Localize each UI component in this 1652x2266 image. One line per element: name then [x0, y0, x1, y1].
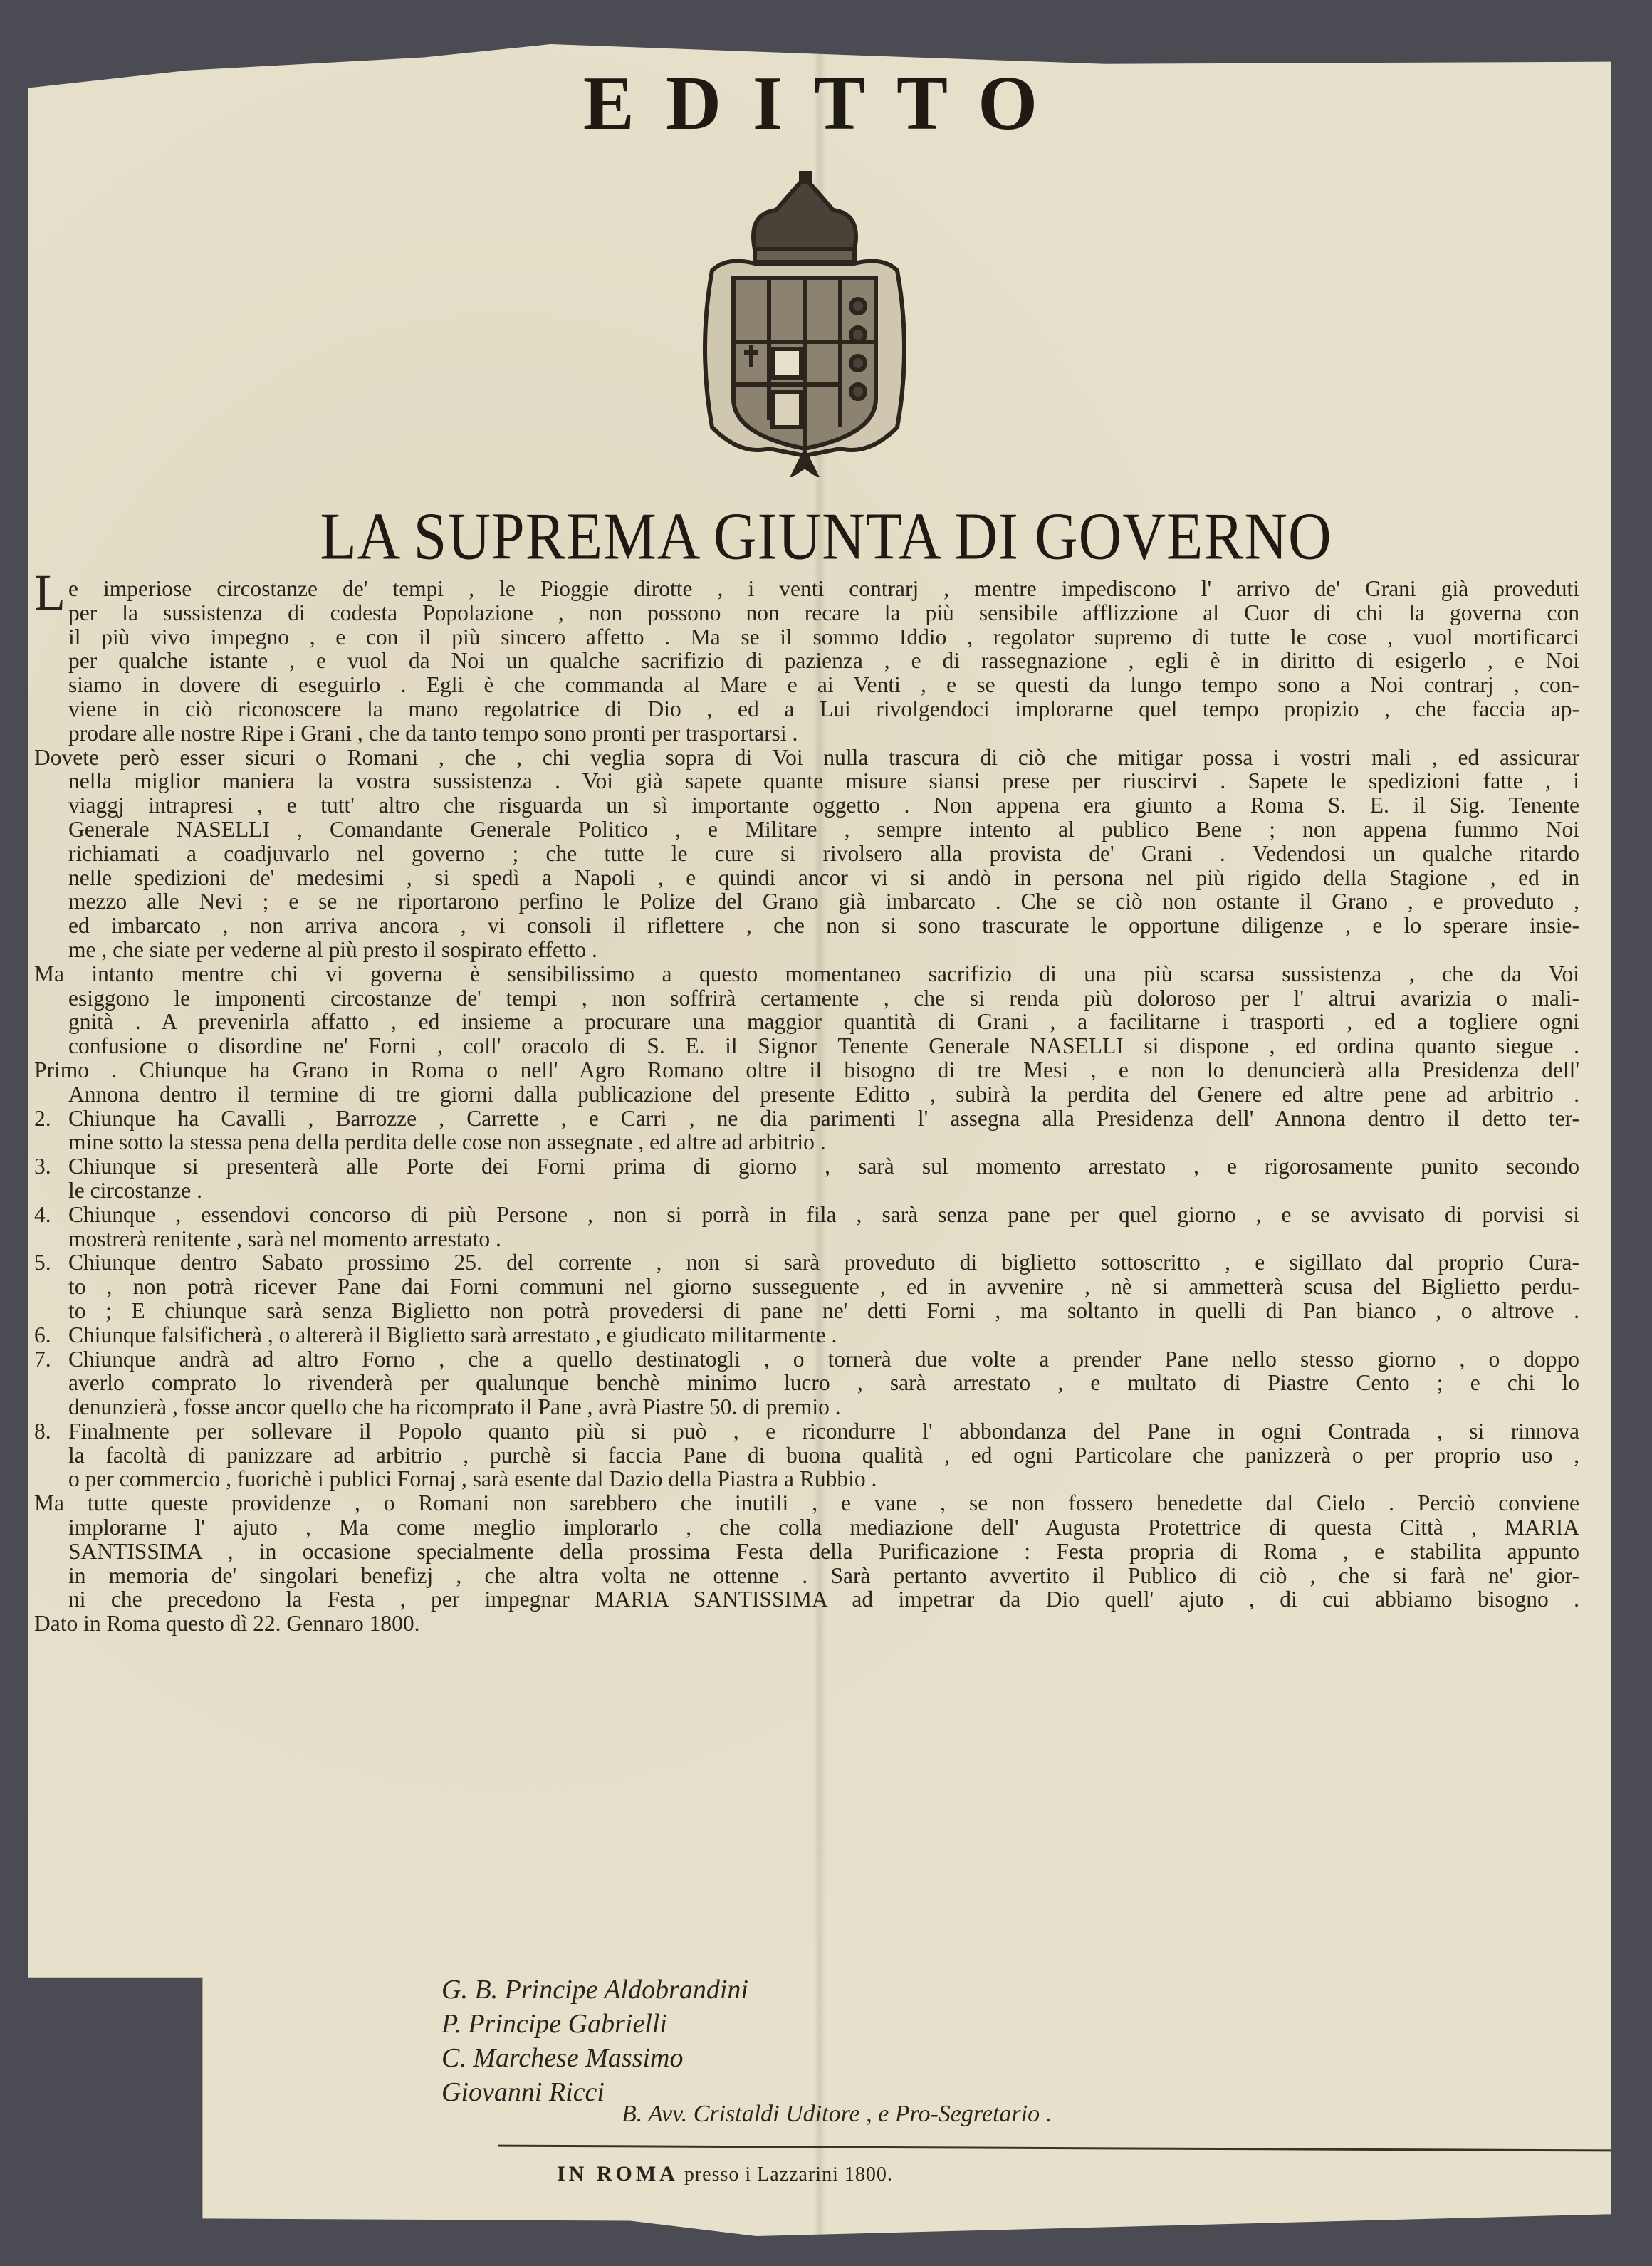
article-number: 7.: [34, 1346, 51, 1372]
text-line: me , che siate per vederne al più presto il sospirato effetto .: [68, 936, 597, 962]
text-line: Ma intanto mentre chi vi governa è sensibilissimo a questo momentaneo sacrifizio di una più scarsa sussistenza , che da Voi: [34, 961, 1579, 986]
text-line: viaggj intrapresi , e tutt' altro che risguarda un sì importante oggetto . Non appena era giunto a Roma S. E. il Sig. Tenente: [68, 793, 1579, 818]
article-5: [34, 1251, 1579, 1322]
text-line: o per commercio , fuorichè i publici Fornaj , sarà esente dal Dazio della Piastra a Rubbio .: [68, 1466, 877, 1492]
text-line: Chiunque , essendovi concorso di più Persone , non si porrà in fila , sarà senza pane per quel giorno , e se avvisato di porvisi si: [68, 1201, 1579, 1227]
printer-imprint: [557, 2162, 893, 2186]
text-line: denunzierà , fosse ancor quello che ha ricomprato il Pane , avrà Piastre 50. di premio .: [68, 1394, 841, 1420]
article-8: [34, 1419, 1579, 1491]
imprint-place: IN ROMA: [557, 2162, 679, 2186]
article-7: [34, 1347, 1579, 1419]
text-line: e imperiose circostanze de' tempi , le Pioggie dirotte , i venti contrarj , mentre impediscono l' arrivo de' Grani già proveduti: [68, 576, 1579, 601]
text-line: per qualche istante , e vuol da Noi un qualche sacrifizio di pazienza , e di rassegnazione , egli è in diritto di esigerlo , e Noi: [68, 648, 1579, 674]
text-line: Finalmente per sollevare il Popolo quanto più si può , e ricondurre l' abbondanza del Pane in ogni Contrada , si rinnova: [68, 1418, 1579, 1443]
text-line: Chiunque ha Cavalli , Barrozze , Carrette , e Carri , ne dia parimenti l' assegna alla Presidenza dell' Annona dentro il detto ter-: [68, 1105, 1579, 1131]
coat-of-arms-icon: [684, 171, 926, 477]
paragraph-reassurance: [34, 746, 1579, 962]
text-line: gnità . A prevenirla affatto , ed insieme a procurare una maggior quantità di Grani , a facilitarne i trasporti , ed a togliere ogni: [68, 1009, 1579, 1035]
article-number: 3.: [34, 1154, 51, 1179]
text-line: Dovete però esser sicuri o Romani , che , chi veglia sopra di Voi nulla trascura di ciò che mitigar possa i vostri mali , ed assicurar: [34, 744, 1579, 770]
text-line: prodare alle nostre Ripe i Grani , che da tanto tempo sono pronti per trasportarsi .: [68, 720, 798, 746]
date-line: Dato in Roma questo dì 22. Gennaro 1800.: [34, 1611, 420, 1636]
text-line: Ma tutte queste providenze , o Romani non sarebbero che inutili , e vane , se non fossero benedette dal Cielo . Perciò conviene: [34, 1490, 1579, 1516]
imprint-printer: presso i Lazzarini 1800.: [684, 2163, 893, 2186]
signature: C. Marchese Massimo: [441, 2043, 684, 2073]
text-line: nelle spedizioni de' medesimi , si spedì a Napoli , e quindi ancor vi si andò in persona nel più rigido della Stagione , ed in: [68, 865, 1579, 890]
text-line: Chiunque si presenterà alle Porte dei Forni prima di giorno , sarà sul momento arrestato , e rigorosamente punito secondo: [68, 1154, 1579, 1179]
text-line: per la sussistenza di codesta Popolazione , non possono non recare la più sensibile afflizzione al Cuor di chi la governa con: [68, 600, 1579, 625]
paragraph-closing: [34, 1491, 1579, 1612]
article-number: 2.: [34, 1105, 51, 1131]
text-line: siamo in dovere di eseguirlo . Egli è che commanda al Mare e ai Venti , e se questi da lungo tempo sono a Noi contrarj , con-: [68, 672, 1579, 698]
signature: G. B. Principe Aldobrandini: [441, 1975, 748, 2005]
signature: P. Principe Gabrielli: [441, 2009, 667, 2039]
text-line: le circostanze .: [68, 1177, 203, 1203]
text-line: viene in ciò riconoscere la mano regolatrice di Dio , ed a Lui rivolgendoci implorarne quel tempo propizio , che faccia ap-: [68, 696, 1579, 721]
secretary-signature: B. Avv. Cristaldi Uditore , e Pro-Segretario .: [622, 2101, 1052, 2127]
article-4: [34, 1203, 1579, 1251]
article-number: 8.: [34, 1418, 51, 1443]
article-6: [34, 1323, 1579, 1347]
article-number: 4.: [34, 1201, 51, 1227]
text-line: nella miglior maniera la vostra sussistenza . Voi già sapete quante misure siansi prese per riuscirvi . Sapete le spedizioni fatte , i: [68, 768, 1579, 794]
text-line: richiamati a coadjuvarlo nel governo ; che tutte le cure si rivolsero alla provista de' Grani . Vedendosi un qualche ritardo: [68, 840, 1579, 866]
text-line: esiggono le imponenti circostanze de' tempi , non soffrirà certamente , che si renda più doloroso per l' altrui avarizia o mali-: [68, 985, 1579, 1011]
text-line: Chiunque ha Grano in Roma o nell' Agro Romano oltre il bisogno di tre Mesi , e non lo denuncierà alla Presidenza dell': [139, 1057, 1579, 1082]
signature: Giovanni Ricci: [441, 2077, 605, 2107]
text-line: in memoria de' singolari benefizj , che altra volta ne ottenne . Sarà pertanto avvertito il Publico di ciò , che si farà ne' gior-: [68, 1562, 1579, 1588]
article-2: [34, 1107, 1579, 1155]
text-line: Annona dentro il termine di tre giorni dalla publicazione del presente Editto , subirà la perdita del Genere ed altre pene ad arbitrio .: [68, 1081, 1579, 1107]
text-line: confusione o disordine ne' Forni , coll' oracolo di S. E. il Signor Tenente Generale NASELLI si dispone , ed ordina quanto siegue .: [68, 1033, 1579, 1059]
text-line: Chiunque falsificherà , o altererà il Biglietto sarà arrestato , e giudicato militarmente .: [68, 1322, 837, 1347]
signatures-block: [441, 1973, 748, 2109]
article-number: Primo .: [34, 1057, 117, 1082]
article-number: 6.: [34, 1322, 51, 1347]
text-line: Generale NASELLI , Comandante Generale Politico , e Militare , sempre intento al publico Bene ; non appena fummo Noi: [68, 816, 1579, 842]
text-line: Chiunque dentro Sabato prossimo 25. del corrente , non si sarà proveduto di biglietto sottoscritto , e sigillato dal proprio Cura-: [68, 1250, 1579, 1275]
dropcap: L: [34, 564, 66, 621]
text-line: mostrerà renitente , sarà nel momento arrestato .: [68, 1226, 501, 1251]
paragraph-opening: [34, 564, 1579, 746]
text-line: mine sotto la stessa pena della perdita delle cose non assegnate , ed altre ad arbitrio .: [68, 1129, 826, 1155]
edict-body: [34, 564, 1579, 1636]
paragraph-ordinance-intro: [34, 962, 1579, 1058]
text-line: to ; E chiunque sarà senza Biglietto non potrà provedersi di pane ne' detti Forni , ma soltanto in quelli di Pan bianco , o altrove .: [68, 1298, 1579, 1323]
text-line: averlo comprato lo rivenderà per qualunque benchè minimo lucro , sarà arrestato , e multato di Piastre Cento ; e chi lo: [68, 1370, 1579, 1396]
text-line: ni che precedono la Festa , per impegnar MARIA SANTISSIMA ad impetrar da Dio quell' ajuto , di cui abbiamo bisogno .: [68, 1587, 1579, 1612]
text-line: la facoltà di panizzare ad arbitrio , purchè si faccia Pane di buona qualità , ed ogni Particolare che panizzerà o per proprio uso ,: [68, 1442, 1579, 1468]
document-title: EDITTO: [582, 61, 1070, 146]
article-1: [34, 1058, 1579, 1107]
text-line: implorarne l' ajuto , Ma come meglio implorarlo , che colla mediazione dell' Augusta Protettrice di questa Città , MARIA: [68, 1515, 1579, 1540]
article-3: [34, 1154, 1579, 1203]
text-line: il più vivo impegno , e con il più sincero affetto . Ma se il sommo Iddio , regolator supremo di tutte le cose , vuol mortificarci: [68, 624, 1579, 649]
text-line: to , non potrà ricever Pane dai Forni communi nel giorno susseguente , ed in avvenire , nè si ammetterà scusa del Biglietto perdu-: [68, 1274, 1579, 1300]
issuing-authority-heading: LA SUPREMA GIUNTA DI GOVERNO: [320, 499, 1332, 574]
article-number: 5.: [34, 1250, 51, 1275]
text-line: mezzo alle Nevi ; e se ne riportarono perfino le Polize del Grano già imbarcato . Che se ciò non ostante il Grano , e proveduto ,: [68, 889, 1579, 914]
text-line: Chiunque andrà ad altro Forno , che a quello destinatogli , o tornerà due volte a prender Pane nello stesso giorno , o doppo: [68, 1346, 1579, 1372]
text-line: ed imbarcato , non arriva ancora , vi consoli il riflettere , che non si sono trascurate le opportune diligenze , e lo sperare insie-: [68, 913, 1579, 939]
text-line: SANTISSIMA , in occasione specialmente della prossima Festa della Purificazione : Festa propria di Roma , e stabilita appunto: [68, 1538, 1579, 1564]
